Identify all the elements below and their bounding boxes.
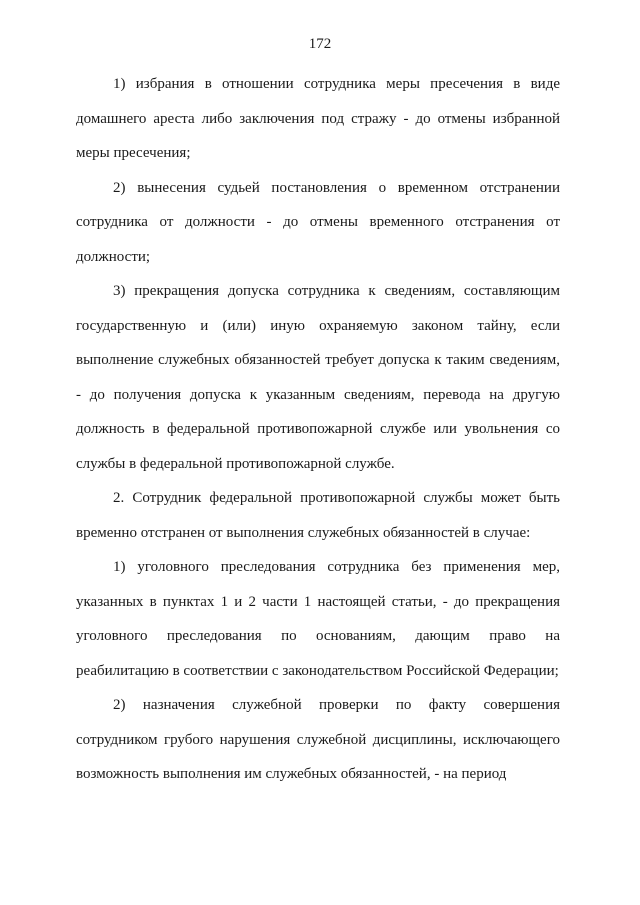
page-number: 172 [308,36,332,52]
paragraph-item-1-criminal-prosecution: 1) уголовного преследования сотрудника без применения мер, указанных в пунктах 1 и 2 части 1 настоящей статьи, - до прекращения уголовного преследования по основаниям, дающим право на реабилитацию в соответствии с законодательством Российской Федерации; [76,559,560,679]
paragraph-item-2-official-inspection: 2) назначения служебной проверки по факту совершения сотрудником грубого нарушения служебной дисциплины, исключающего возможность выполнения им служебных обязанностей, - на период [76,697,560,782]
document-body [76,67,560,792]
paragraph-section-2-intro: 2. Сотрудник федеральной противопожарной службы может быть временно отстранен от выполнения служебных обязанностей в случае: [76,490,560,541]
paragraph-item-2-suspension-ruling: 2) вынесения судьей постановления о временном отстранении сотрудника от должности - до отмены временного отстранения от должности; [76,179,560,265]
paragraph-item-3-secret-access: 3) прекращения допуска сотрудника к сведениям, составляющим государственную и (или) иную охраняемую законом тайну, если выполнение служебных обязанностей требует допуска к таким сведениям, - до получения допуска к указанным сведениям, перевода на другую должность в федеральной противопожарной службе или увольнения со службы в федеральной противопожарной службе. [76,283,560,472]
paragraph-item-1-detention: 1) избрания в отношении сотрудника меры пресечения в виде домашнего ареста либо заключения под стражу - до отмены избранной меры пресечения; [76,76,560,161]
